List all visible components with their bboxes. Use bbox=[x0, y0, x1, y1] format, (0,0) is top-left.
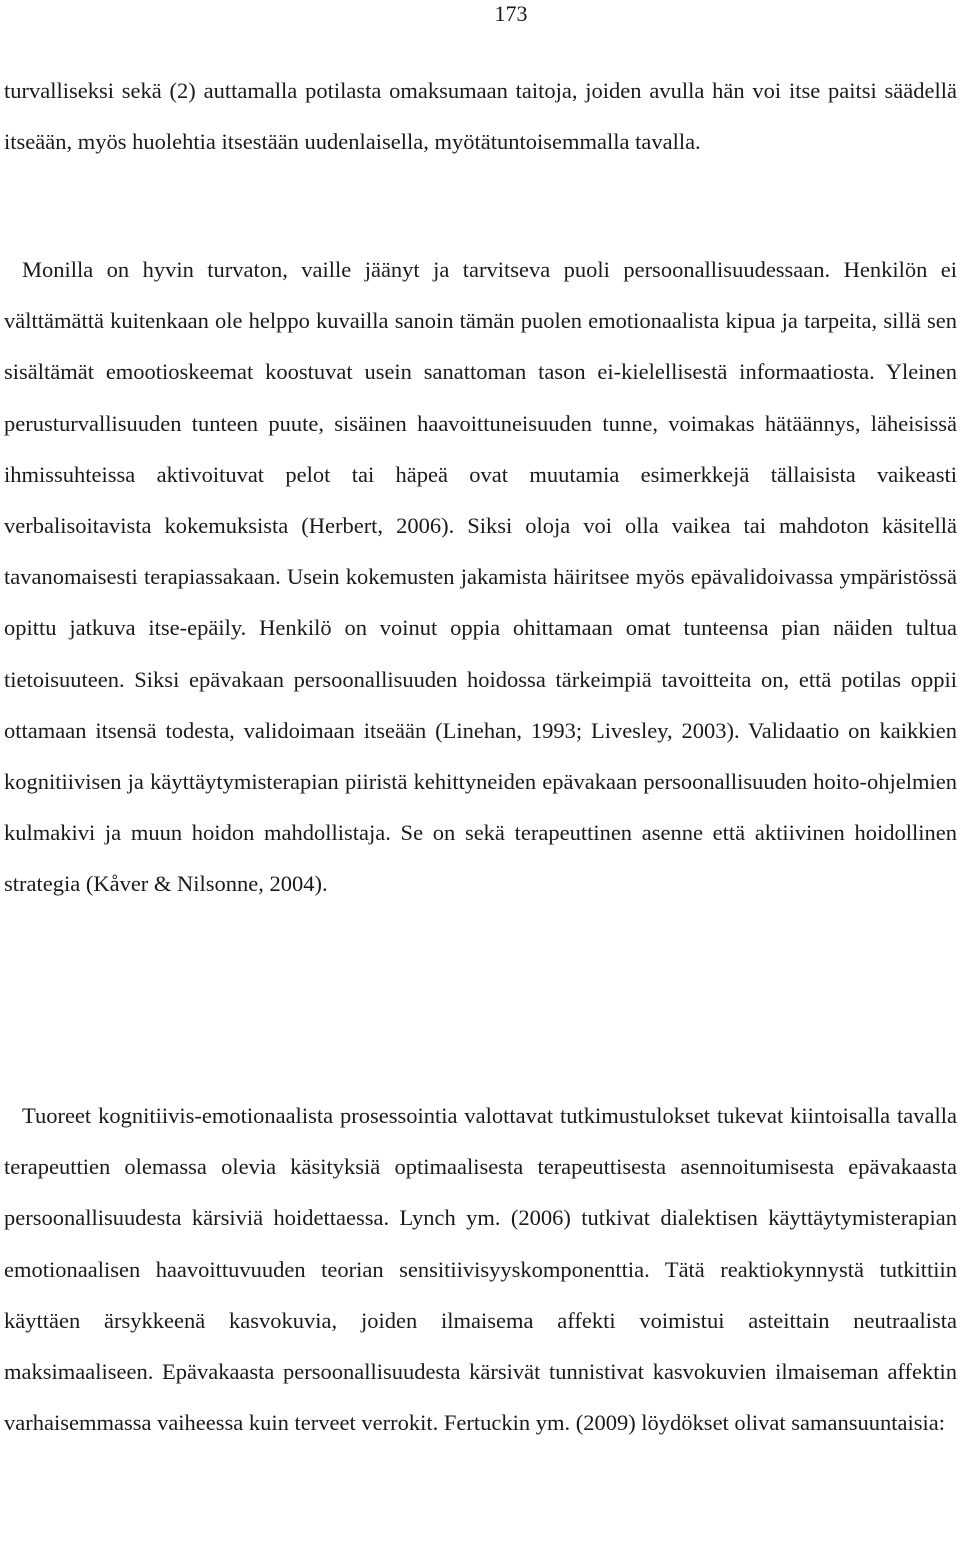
paragraph-3: Tuoreet kognitiivis-emotionaalista prosessointia valottavat tutkimustulokset tukevat kiintoisalla tavalla terapeuttien olemassa olevia käsityksiä optimaalisesta terapeuttisesta asennoitumisesta epävakaasta persoonallisuudesta kärsiviä hoidettaessa. Lynch ym. (2006) tutkivat dialektisen käyttäytymisterapian emotionaalisen haavoittuvuuden teorian sensitiivisyyskomponenttia. Tätä reaktiokynnystä tutkittiin käyttäen ärsykkeenä kasvokuvia, joiden ilmaisema affekti voimistui asteittain neutraalista maksimaaliseen. Epävakaasta persoonallisuudesta kärsivät tunnistivat kasvokuvien ilmaiseman affektin varhaisemmassa vaiheessa kuin terveet verrokit. Fertuckin ym. (2009) löydökset olivat samansuuntaisia: bbox=[4, 1103, 957, 1436]
paragraph-2: Monilla on hyvin turvaton, vaille jäänyt ja tarvitseva puoli persoonallisuudessaan. Henkilön ei välttämättä kuitenkaan ole helppo kuvailla sanoin tämän puolen emotionaalista kipua ja tarpeita, sillä sen sisältämät emootioskeemat koostuvat usein sanattoman tason ei-kielellisestä informaatiosta. Yleinen perusturvallisuuden tunteen puute, sisäinen haavoittuneisuuden tunne, voimakas hätäännys, läheisissä ihmissuhteissa aktivoituvat pelot tai häpeä ovat muutamia esimerkkejä tällaisista vaikeasti verbalisoitavista kokemuksista (Herbert, 2006). Siksi oloja voi olla vaikea tai mahdoton käsitellä tavanomaisesti terapiassakaan. Usein kokemusten jakamista häiritsee myös epävalidoivassa ympäristössä opittu jatkuva itse-epäily. Henkilö on voinut oppia ohittamaan omat tunteensa pian näiden tultua tietoisuuteen. Siksi epävakaan persoonallisuuden hoidossa tärkeimpiä tavoitteita on, että potilas oppii ottamaan itsensä todesta, validoimaan itseään (Linehan, 1993; Livesley, 2003). Validaatio on kaikkien kognitiivisen ja käyttäytymisterapian piiristä kehittyneiden epävakaan persoonallisuuden hoito-ohjelmien kulmakivi ja muun hoidon mahdollistaja. Se on sekä terapeuttinen asenne että aktiivinen hoidollinen strategia (Kåver & Nilsonne, 2004). bbox=[4, 257, 957, 897]
page-number: 173 bbox=[494, 1, 528, 26]
paragraph-1: turvalliseksi sekä (2) auttamalla potilasta omaksumaan taitoja, joiden avulla hän voi itse paitsi säädellä itseään, myös huolehtia itsestään uudenlaisella, myötätuntoisemmalla tavalla. bbox=[4, 78, 957, 155]
